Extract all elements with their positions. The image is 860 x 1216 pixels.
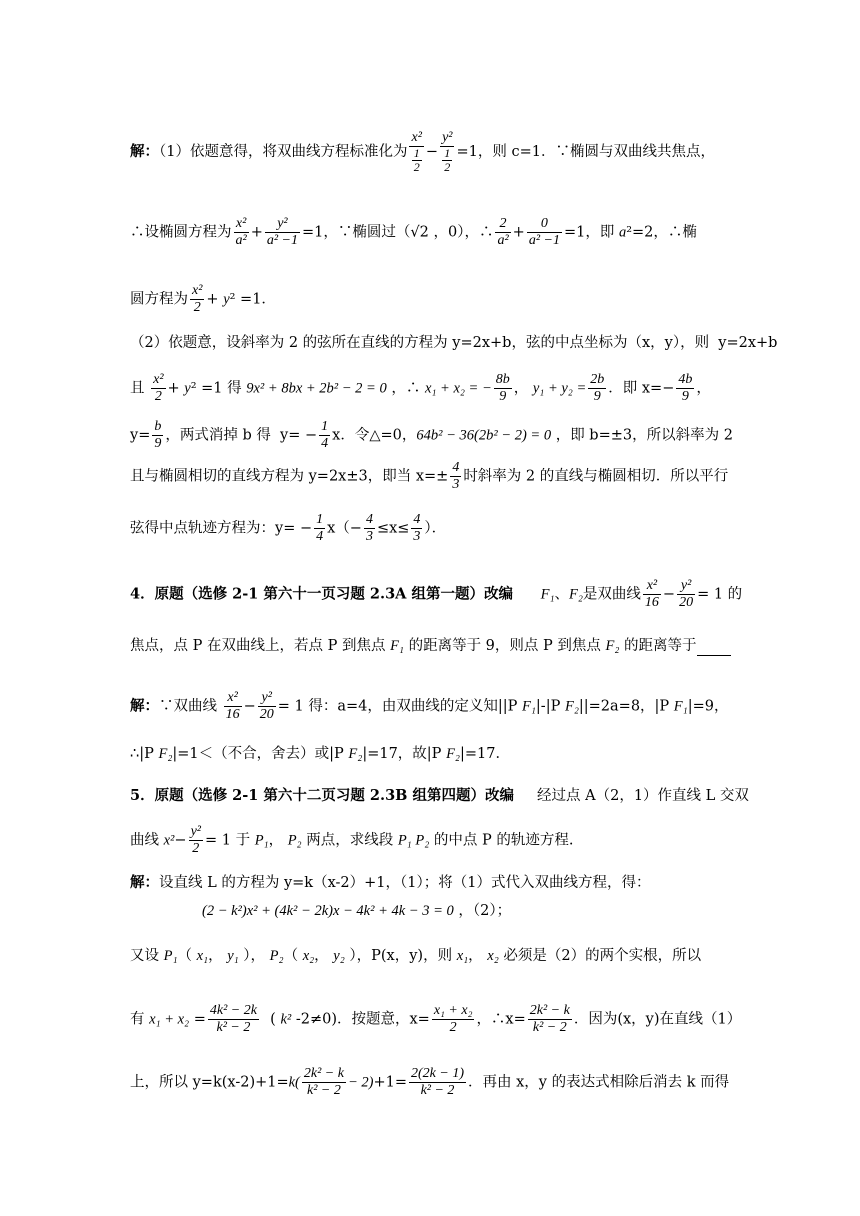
solution-1-line-2: ∴设椭圆方程为 $\frac{\text{x²}}{\text{a²}}$ + $\frac{\text{y²}}{\text{a² −1}}$ =1，∵椭圆过（√2 ，0），∴ $\frac{2}{\text{a²}}$ + $\frac{0}{\text{a² −1}}$ =1，即 a²=2，∴椭	[130, 216, 697, 248]
solution-2-line-4: 且与椭圆相切的直线方程为 y=2x±3，即当 x=± $\frac{4}{3}$ 时斜率为 2 的直线与椭圆相切．所以平行	[130, 460, 729, 492]
solution-5-line-4: 上，所以 y=k(x-2)+1=k( $\frac{\text{2k² − k}}{\text{k² − 2}}$ − 2)+1= $\frac{2(2k - 1)}{\text{k² − 2}}$ ．再由 x，y 的表达式相除后消去 k 而得	[130, 1066, 730, 1098]
answer-blank	[697, 641, 731, 656]
solution-5-equation: (2 − k²)x² + (4k² − 2k)x − 4k² + 4k − 3 = 0 ，（2）；	[202, 903, 512, 919]
solution-4-line-2: ∴|P F₂|=1＜（不合，舍去）或|P F₂|=17，故|P F₂|=17．	[130, 746, 510, 762]
problem-4-line-2: 焦点，点 P 在双曲线上，若点 P 到焦点 F₁ 的距离等于 9，则点 P 到焦点 F₂ 的距离等于	[130, 636, 734, 656]
solution-4-line-1: 解：∵双曲线 $\frac{\text{x²}}{16}$ − $\frac{\text{y²}}{20}$ = 1 得：a=4，由双曲线的定义知||P F₁|-|P F₂||=2a=8，|P F₁|=9，	[130, 690, 729, 722]
solution-5-line-1: 解：设直线 L 的方程为 y=k（x-2）+1，（1）；将（1）式代入双曲线方程，得：	[130, 874, 651, 891]
problem-5-line-2: 曲线 x²− $\frac{\text{y²}}{2}$ = 1 于 P₁， P₂ 两点，求线段 P₁ P₂ 的中点 P 的轨迹方程.	[130, 824, 574, 856]
solution-1-line-1: 解：（1）依题意得，将双曲线方程标准化为 $\frac{\text{x²}}{\frac{1}{2}}$ − $\frac{\text{y²}}{\frac{1}{2}}$ =1，则 c=1．∵椭圆与双曲线共焦点，	[130, 130, 715, 174]
problem-4-line-1: 4．原题（选修 2-1 第六十一页习题 2.3A 组第一题）改编 F₁、F₂是双曲线 $\frac{\text{x²}}{16}$ − $\frac{\text{y²}}{20}$ = 1 的	[130, 578, 743, 610]
solution-2-line-1: （2）依题意，设斜率为 2 的弦所在直线的方程为 y=2x+b，弦的中点坐标为（x，y），则 y=2x+b	[130, 335, 778, 351]
solution-2-line-3: y= $\frac{b}{9}$ ，两式消掉 b 得 y= − $\frac{1}{4}$ x．令△=0，64b² − 36(2b² − 2) = 0 ，即 b=±3，所以斜率为 2	[130, 419, 733, 451]
solution-1-line-3: 圆方程为 $\frac{\text{x²}}{2}$ + y² =1．	[130, 283, 276, 315]
solution-5-line-2: 又设 P₁（ x₁， y₁ ）， P₂（ x₂， y₂ ），P(x，y)，则 x₁， x₂ 必须是（2）的两个实根，所以	[130, 948, 702, 964]
solution-5-line-3: 有 x₁ + x₂ = $\frac{\text{4k² − 2k}}{\text{k² − 2}}$ ( k² -2≠0)．按题意，x= $\frac{\text{x₁ + x₂}}{2}$ ，∴x= $\frac{\text{2k² − k}}{\text{k² − 2}}$ ．因为(x，y)在直线（1）	[130, 1003, 742, 1035]
problem-5-line-1: 5．原题（选修 2-1 第六十二页习题 2.3B 组第四题）改编 经过点 A（2，1）作直线 L 交双	[130, 787, 749, 804]
solution-2-line-2: 且 $\frac{\text{x²}}{2}$ + y² =1 得 9x² + 8bx + 2b² − 2 = 0 ，∴ x₁ + x₂ = − $\frac{8b}{9}$ ， y₁ + y₂ = $\frac{2b}{9}$ ．即 x=− $\frac{4b}{9}$ ，	[130, 372, 711, 404]
solution-2-line-5: 弦得中点轨迹方程为：y= − $\frac{1}{4}$ x（− $\frac{4}{3}$ ≤x≤ $\frac{4}{3}$ ）．	[130, 512, 447, 544]
